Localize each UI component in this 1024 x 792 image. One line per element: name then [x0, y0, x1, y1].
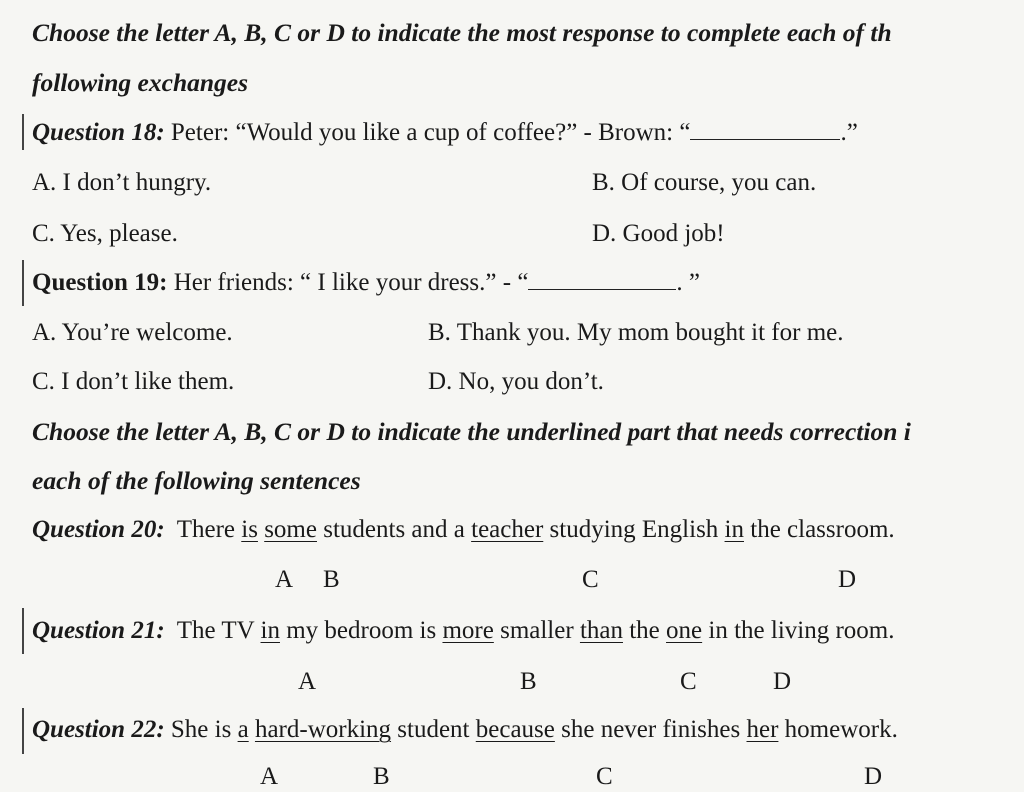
answer-blank: [690, 117, 840, 140]
sentence-text: student: [391, 716, 476, 743]
q22-letter-a: A: [260, 763, 279, 790]
q20-letter-c: C: [582, 566, 599, 593]
question-18-text: Peter: “Would you like a cup of coffee?” - Brown: “: [170, 119, 691, 146]
sentence-text: The TV: [176, 617, 261, 644]
question-21-label: Question 21:: [32, 617, 165, 644]
underlined-part-c: teacher: [471, 516, 544, 543]
q22-letter-b: B: [373, 763, 390, 790]
sentence-text: smaller: [493, 617, 580, 644]
sentence-text: my bedroom is: [279, 617, 443, 644]
section-1-instruction-line-1: Choose the letter A, B, C or D to indicate the most response to complete each of th: [32, 18, 892, 47]
q21-letter-d: D: [773, 668, 792, 695]
q18-option-b: B. Of course, you can.: [592, 169, 817, 196]
sentence-text: in the living room.: [702, 617, 895, 644]
q20-letter-a: A: [275, 566, 294, 593]
q21-letter-a: A: [298, 668, 317, 695]
question-22-label: Question 22:: [32, 716, 165, 743]
margin-bar: [22, 114, 24, 150]
q18-option-d: D. Good job!: [592, 220, 725, 247]
question-19: [32, 267, 700, 298]
question-19-label: Question 19:: [32, 269, 168, 296]
sentence-text: studying English: [543, 516, 725, 543]
underlined-part-d: her: [746, 716, 779, 743]
margin-bar: [22, 708, 24, 754]
q18-option-c: C. Yes, please.: [32, 220, 178, 247]
q20-letter-d: D: [838, 566, 857, 593]
sentence-text: students and a: [316, 516, 472, 543]
q22-letter-d: D: [864, 763, 883, 790]
question-22: [32, 715, 898, 745]
sentence-text: she never finishes: [554, 716, 747, 743]
question-19-close: . ”: [676, 269, 701, 296]
q22-letter-c: C: [596, 763, 613, 790]
sentence-text: There: [176, 516, 242, 543]
margin-bar: [22, 260, 24, 306]
margin-bar: [22, 608, 24, 654]
sentence-text: the: [622, 617, 667, 644]
q19-option-d: D. No, you don’t.: [428, 368, 604, 395]
answer-blank: [528, 267, 676, 290]
sentence-text: She is: [170, 716, 238, 743]
section-2-instruction-line-2: each of the following sentences: [32, 466, 361, 495]
underlined-part-b: some: [264, 516, 317, 543]
q20-letter-b: B: [323, 566, 340, 593]
question-18-label: Question 18:: [32, 119, 165, 146]
question-20-label: Question 20:: [32, 516, 165, 543]
underlined-part-c: because: [475, 716, 555, 743]
section-2-instruction-line-1: Choose the letter A, B, C or D to indicate the underlined part that needs correction i: [32, 417, 911, 446]
underlined-part-a: a: [237, 716, 249, 743]
question-21: [32, 616, 895, 646]
q21-letter-c: C: [680, 668, 697, 695]
underlined-part-c: than: [579, 617, 623, 644]
q18-option-a: A. I don’t hungry.: [32, 169, 212, 196]
sentence-text: the classroom.: [744, 516, 895, 543]
underlined-part-d: in: [724, 516, 744, 543]
question-18-close: .”: [840, 119, 858, 146]
section-1-instruction-line-2: following exchanges: [32, 68, 249, 97]
question-18: [32, 117, 858, 148]
underlined-part-b: more: [442, 617, 494, 644]
question-19-text: Her friends: “ I like your dress.” - “: [173, 269, 529, 296]
underlined-part-d: one: [666, 617, 703, 644]
q19-option-b: B. Thank you. My mom bought it for me.: [428, 319, 844, 346]
q19-option-a: A. You’re welcome.: [32, 319, 233, 346]
underlined-part-a: is: [241, 516, 258, 543]
underlined-part-b: hard-working: [254, 716, 392, 743]
q21-letter-b: B: [520, 668, 537, 695]
question-20: [32, 515, 895, 545]
q19-option-c: C. I don’t like them.: [32, 368, 235, 395]
underlined-part-a: in: [260, 617, 280, 644]
sentence-text: homework.: [778, 716, 898, 743]
